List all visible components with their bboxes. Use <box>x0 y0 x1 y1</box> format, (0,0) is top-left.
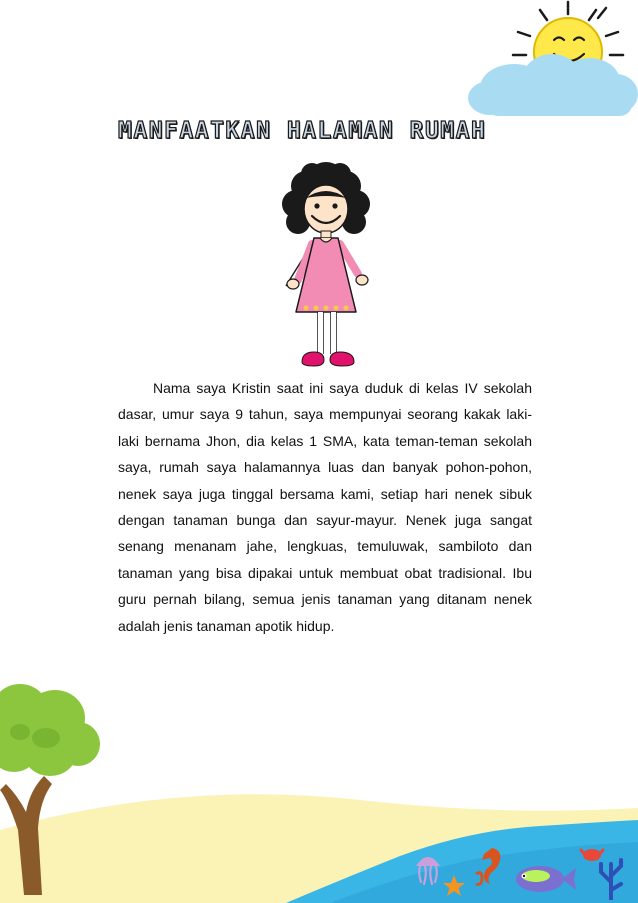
jellyfish-icon <box>414 852 442 888</box>
girl-illustration <box>276 162 376 372</box>
cloud-icon <box>466 52 638 118</box>
story-paragraph <box>118 375 532 639</box>
starfish-icon <box>442 874 466 898</box>
seahorse-icon <box>470 844 508 890</box>
story-text: Nama saya Kristin saat ini saya duduk di kelas IV sekolah dasar, umur saya 9 tahun, saya mempunyai seorang kakak laki-laki bernama Jhon, dia kelas 1 SMA, kata teman-teman sekolah saya, rumah saya halamannya luas dan banyak pohon-pohon, nenek saya juga tinggal bersama kami, setiap hari nenek sibuk dengan tanaman bunga dan sayur-mayur. Nenek juga sangat senang menanam jahe, lengkuas, temuluwak, sambiloto dan tanaman yang bisa dipakai untuk membuat obat tradisional. Ibu guru pernah bilang, semua jenis tanaman yang ditanam nenek adalah jenis tanaman apotik hidup. <box>118 380 532 634</box>
page-title: MANFAATKAN HALAMAN RUMAH <box>118 118 487 144</box>
crab-icon <box>578 844 606 862</box>
coral-icon <box>596 856 626 900</box>
fish-icon <box>512 862 578 896</box>
